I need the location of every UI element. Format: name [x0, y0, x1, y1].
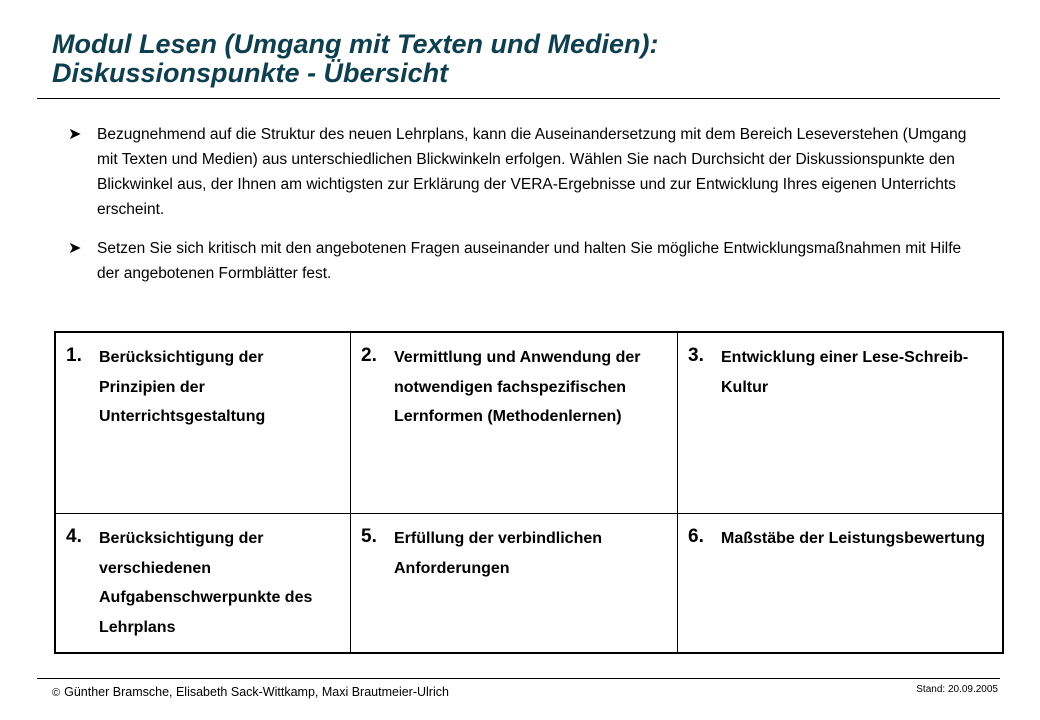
point-label: Erfüllung der verbindlichen Anforderungen: [394, 530, 603, 577]
footer-divider: [37, 678, 1000, 679]
point-label: Berücksichtigung der verschiedenen Aufgabenschwerpunkte des Lehrplans: [99, 530, 313, 636]
page-title: [52, 30, 659, 88]
point-number: 4.: [66, 526, 82, 547]
point-label: Vermittlung und Anwendung der notwendigen fachspezifischen Lernformen (Methodenlernen): [394, 349, 641, 425]
point-label: Entwicklung einer Lese-Schreib-Kultur: [721, 349, 969, 396]
footer-authors: [52, 685, 449, 699]
bullet-item: [68, 236, 968, 286]
point-label: Maßstäbe der Leistungsbewertung: [721, 530, 986, 547]
point-number: 3.: [688, 345, 704, 366]
title-line-2: Diskussionspunkte - Übersicht: [52, 58, 449, 88]
title-line-1: Modul Lesen (Umgang mit Texten und Medien):: [52, 29, 659, 59]
discussion-point-cell: [56, 514, 351, 652]
bullet-item: [68, 122, 968, 222]
discussion-points-table: [54, 331, 1004, 654]
arrow-bullet-icon: ➤: [68, 126, 82, 143]
footer-date: Stand: 20.09.2005: [916, 684, 998, 695]
discussion-point-cell: [678, 514, 1002, 652]
title-divider: [37, 98, 1000, 99]
discussion-point-cell: [56, 333, 351, 514]
copyright-icon: ©: [52, 687, 61, 699]
bullet-text: Setzen Sie sich kritisch mit den angebotenen Fragen auseinander und halten Sie mögliche Entwicklungsmaßnahmen mit Hilfe der angebotenen Formblätter fest.: [97, 240, 962, 282]
discussion-point-cell: [678, 333, 1002, 514]
point-number: 2.: [361, 345, 377, 366]
discussion-point-cell: [351, 333, 678, 514]
arrow-bullet-icon: ➤: [68, 240, 82, 257]
bullet-text: Bezugnehmend auf die Struktur des neuen Lehrplans, kann die Auseinandersetzung mit dem Bereich Leseverstehen (Umgang mit Texten und Medien) aus unterschiedlichen Blickwinkeln erfolgen. Wählen Sie nach Durchsicht der Diskussionspunkte den Blickwinkel aus, der Ihnen am wichtigsten zur Erklärung der VERA-Ergebnisse und zur Entwicklung Ihres eigenen Unterrichts erscheint.: [97, 126, 967, 218]
point-number: 1.: [66, 345, 82, 366]
authors-text: Günther Bramsche, Elisabeth Sack-Wittkamp, Maxi Brautmeier-Ulrich: [64, 685, 449, 699]
point-number: 5.: [361, 526, 377, 547]
point-number: 6.: [688, 526, 704, 547]
discussion-point-cell: [351, 514, 678, 652]
point-label: Berücksichtigung der Prinzipien der Unterrichtsgestaltung: [99, 349, 266, 425]
